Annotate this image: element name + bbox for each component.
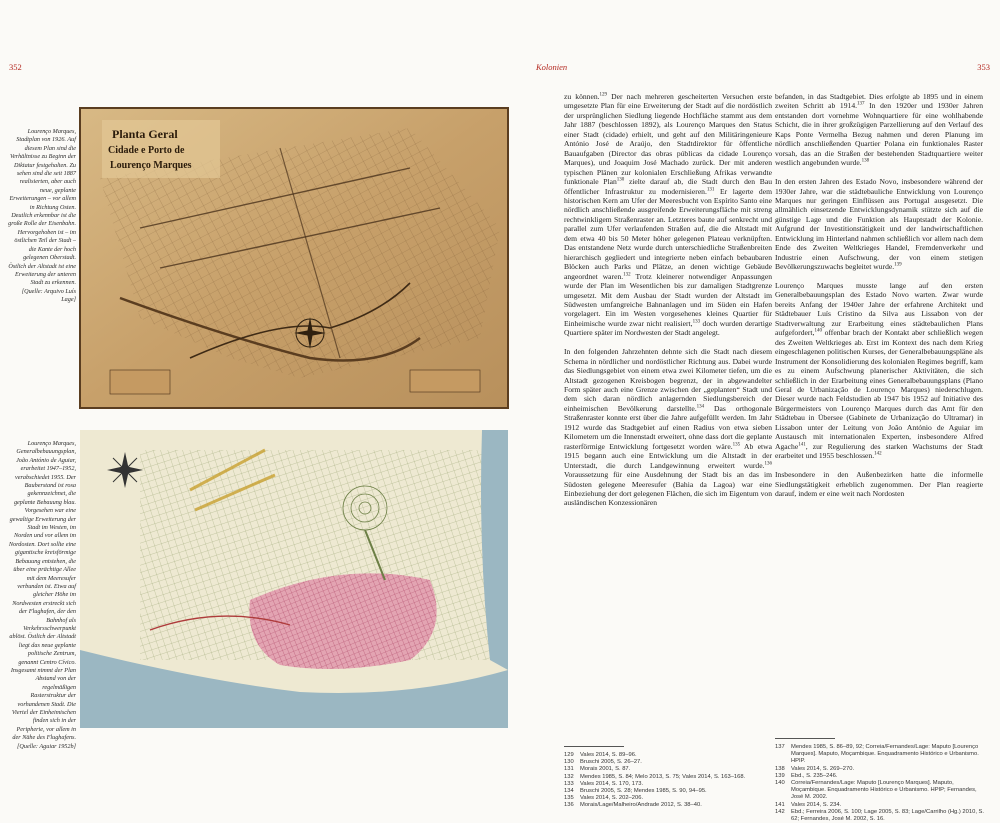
footnote-rule-left: [564, 746, 624, 747]
footnote-number: 138: [775, 765, 785, 772]
footnote-text: Bruschi 2005, S. 28; Mendes 1985, S. 90, 94–95.: [580, 788, 707, 795]
running-head: Kolonien: [536, 62, 568, 72]
footnote-text: Mendes 1985, S. 84; Melo 2013, S. 75; Vales 2014, S. 163–168.: [580, 773, 746, 780]
footnote-text: Morais/Lage/Malheiro/Andrade 2012, S. 38–40.: [580, 802, 702, 809]
footnotes-left: [564, 752, 772, 810]
figure-caption-1: Lourenço Marques, Stadtplan von 1926. Auf diesem Plan sind die Verhältnisse zu Beginn der Diktatur festgehalten. Zu sehen sind die seit 1887 realisierten, aber auch neue, geplante Erweiterungen – vor allem in Richtung Osten. Deutlich erkennbar ist die große Rolle der Eisenbahn. Hervorgehoben ist – im östlichen Teil der Stadt – die Kante der hoch gelegenen Oberstadt. Östlich der Altstadt ist eine Erweiterung der unteren Stadt zu erkennen. [Quelle: Arquivo Luís Lage]: [8, 128, 76, 304]
footnote-text: Vales 2014, S. 269–270.: [791, 765, 855, 772]
footnote: [564, 781, 772, 788]
footnote-text: Ebd.; Ferreira 2006, S. 100; Lage 2005, S. 83; Lage/Carrilho (Hg.) 2010, S. 62; Fernandes, José M. 2002, S. 16.: [791, 808, 985, 823]
general-development-plan-map: [80, 430, 508, 728]
footnote: [775, 780, 985, 802]
footnote: [564, 802, 772, 809]
footnote: [564, 752, 772, 759]
footnote: [564, 759, 772, 766]
paragraph: Insbesondere in den Außenbezirken hatte die informelle Siedlungstätigkeit erheblich zugenommen. Der Plan reagierte darauf, indem er eine weit nach Nordosten: [775, 470, 983, 498]
footnote-number: 129: [564, 752, 574, 758]
footnote: [564, 795, 772, 802]
footnote-text: Ebd., S. 235–246.: [791, 772, 838, 779]
paragraph: zu können.$^{129}$ Der nach mehreren gescheiterten Versuchen erste umgesetzte Plan für eine Erweiterung der Stadt auf die nordöstlich der ursprünglichen Siedlung liegende Hochfläche stammt aus dem Jahr 1887 (beschlossen 1892), als Lourenço Marques den Status einer Stadt (cidade) erhielt, und geht auf den Militäringenieure António José de Araújo, den Stadtdirektor für öffentliche Bauaufgaben (Director das obras públicas da cidade Lourenço Marques), und Joaquim José Machado zurück. Der mit anderen typischen Plänen zur kolonialen Erschließung Afrikas verwandte funktionale Plan$^{130}$ zielte darauf ab, die Stadt durch den Bau öffentlicher Infrastruktur zu modernisieren.$^{131}$ Er lagerte dem historischen Kern am Ufer der Meeresbucht von Espírito Santo eine nördlich anschließende ausgreifende Erweiterungsfläche mit streng rechtwinkligem Straßenraster an. Letzteres baute auf senkrecht und parallel zum Ufer verlaufenden Straßen auf, die die Altstadt mit dem etwa 40 bis 50 Meter höher gelegenen Plateau verknüpften. Das entstandene Netz wurde durch unterschiedliche Straßenbreiten hierarchisch gegliedert und integrierte neben einfach bebaubaren Blöcken auch Parks und Plätze, an denen wichtige Gebäude angeordnet waren.$^{132}$ Trotz kleinerer notwendiger Anpassungen wurde der Plan im Wesentlichen bis zur damaligen Stadtgrenze umgesetzt. Mit dem Ausbau der Stadt wurden der Altstadt im Südwesten umfangreiche Bahnanlagen und im Süden ein Hafen vorgelagert. Ein im Westen vorgesehenes kleines Quartier für Einheimische wurde zwar nicht realisiert,$^{133}$ doch wurden derartige Quartiere später im Nordwesten der Stadt angelegt.: [564, 92, 773, 338]
footnote-number: 136: [564, 802, 574, 809]
body-column-2: [775, 92, 983, 508]
footnote: [775, 744, 985, 766]
footnote-number: 142: [775, 808, 785, 815]
map1-title-1: Planta Geral: [112, 127, 178, 141]
footnote: [775, 773, 985, 780]
paragraph: befanden, in das Stadtgebiet. Dies erfolgte ab 1895 und in einem zweiten Schritt ab 1914.$^{137}$ In den 1920er und 1930er Jahren entstanden dort vornehme Wohnquartiere für eine wohlhabende Schicht, die in ihrer großzügigen Parzellierung auf den Verlauf des Kaps Ponte Vermelha Bezug nahmen und deren Planung im nördlich anschließenden Quartier Polana ein funktionales Raster vorsah, das an die Straßen der bestehenden Stadtquartiere weiter westlich angebunden wurde.$^{138}$: [775, 92, 983, 168]
footnote-number: 132: [564, 773, 574, 780]
footnote: [775, 809, 985, 823]
footnote-number: 134: [564, 788, 574, 795]
footnote-number: 131: [564, 766, 574, 773]
footnote-text: Correia/Fernandes/Lage: Maputo [Lourenço Marques]. Maputo, Moçambique. Enquadramento Histórico e Urbanismo. HPIP; Fernandes, José M. 2002.: [791, 780, 977, 801]
historic-city-map-1926: [80, 108, 508, 408]
footnote-text: Vales 2014, S. 89–96.: [580, 752, 637, 758]
footnote: [564, 766, 772, 773]
footnote-text: Vales 2014, S. 234.: [791, 801, 842, 808]
map1-title-3: Lourenço Marques: [110, 160, 192, 171]
page-number-right: 353: [977, 62, 990, 72]
footnote-text: Vales 2014, S. 202–206.: [580, 795, 644, 802]
footnote: [775, 802, 985, 809]
map1-legend: [110, 370, 170, 394]
footnote-number: 133: [564, 780, 574, 787]
footnote-number: 141: [775, 801, 785, 808]
map1-title-2: Cidade e Porto de: [108, 145, 185, 156]
footnote-rule-right: [775, 738, 835, 739]
footnote-number: 140: [775, 780, 785, 787]
map1-scale-box: [410, 370, 480, 392]
page-number-left: 352: [9, 62, 22, 72]
paragraph: In den folgenden Jahrzehnten dehnte sich die Stadt nach diesem Schema in nördlicher und nordöstlicher Richtung aus. Dabei wurde das Siedlungsgebiet von einem etwa zwei Kilometer tiefen, um die Altstadt gezogenen Kreisbogen begrenzt, der in abgewandelter Form später auch eine Grenze zwischen der „geplanten“ Stadt und dem sich daran nördlich anlagernden Siedlungsbereich der einheimischen Bevölkerung darstellte.$^{134}$ Das orthogonale Straßenraster konnte erst über die Jahre aufgefüllt werden. Im Jahr 1912 wurde das Stadtgebiet auf einen Radius von etwa sieben Kilometern um die Innenstadt erweitert, ohne dass dort die geplante rasterförmige Entwicklung fortgesetzt worden wäre.$^{135}$ Ab etwa 1915 begann auch eine Entwicklung um die Altstadt in der Unterstadt, die durch Landgewinnung erweitert wurde.$^{136}$ Voraussetzung für eine Ausdehnung der Stadt bis an das im Südosten gelegene Meeresufer (Bahia da Lagoa) war eine Einbeziehung der dort gelegenen Flächen, die sich im Eigentum von ausländischen Konzessionären: [564, 347, 772, 508]
footnote: [775, 766, 985, 773]
footnote-text: Mendes 1985, S. 86–89, 92; Correia/Fernandes/Lage: Maputo [Lourenço Marques]. Maputo, Moçambique. Enquadramento Histórico e Urbanismo. HPIP.: [791, 744, 979, 765]
footnote-number: 139: [775, 772, 785, 779]
footnote: [564, 774, 772, 781]
footnote-text: Morais 2001, S. 87.: [580, 766, 631, 773]
footnotes-right: [775, 744, 985, 823]
footnote-text: Vales 2014, S. 170, 173.: [580, 780, 644, 787]
paragraph: In den ersten Jahren des Estado Novo, insbesondere während der 1930er Jahre, war die städtebauliche Entwicklung von Lourenço Marques nur geringen Einflüssen aus Portugal ausgesetzt. Die allmählich einsetzende Entwicklungsdynamik stützte sich auf die günstige Lage und die Funktion als Hauptstadt der Kolonie. Aufgrund der Investitionstätigkeit und der landwirtschaftlichen Entwicklung im Hinterland nahmen schließlich vor allem nach dem Ende des Zweiten Weltkrieges Handel, Fremdenverkehr und Industrie einen Aufschwung, der von einem stetigen Bevölkerungszuwachs begleitet wurde.$^{139}$: [775, 177, 983, 272]
paragraph: Lourenço Marques musste lange auf den ersten Generalbebauungsplan des Estado Novo warten. Zwar wurde bereits Anfang der 1940er Jahre der erfahrene Architekt und Städtebauer Luís Cristino da Silva aus Lissabon von der Stadtverwaltung zur Erarbeitung eines städtebaulichen Plans aufgefordert,$^{140}$ offenbar brach der Kontakt aber schließlich wegen des Zweiten Weltkrieges ab. Erst im Kontext des nach dem Krieg eingeschlagenen politischen Kurses, der Generalbebauungspläne als Instrument der Konsolidierung des kolonialen Regimes begriff, kam es zu einem Aufschwung planerischer Aktivitäten, die sich schließlich in der Erarbeitung eines Generalbebauungsplans (Plano Geral de Urbanização de Lourenço Marques) niederschlugen. Dieser wurde nach Feldstudien ab 1947 bis 1952 auf Initiative des Bürgermeisters von Lourenço Marques durch das Amt für den Städtebau in Übersee (Gabinete de Urbanização do Ultramar) in Lissabon unter der Leitung von João António de Aguiar im Austausch mit internationalen Experten, insbesondere Alfred Agache$^{141}$, zur Regulierung des starken Wachstums der Stadt erarbeitet und 1955 beschlossen.$^{142}$: [775, 281, 983, 461]
figure-caption-2: Lourenço Marques, Generalbebauungsplan, João António de Aguiar, erarbeitet 1947–1952, verabschiedet 1955. Der Bauberstand ist rosa gekennzeichnet, die geplante Bebauung blau. Vorgesehen war eine gewaltige Erweiterung der Stadt im Westen, im Norden und vor allem im Nordosten. Dort sollte eine gigantische kreisförmige Bebauung entstehen, die über eine prächtige Allee mit dem Meeresufer verbunden ist. Etwa auf gleicher Höhe im Nordwesten erstreckt sich der Flughafen, der den Bahnhof als Verkehrsschwerpunkt ablöst. Östlich der Altstadt liegt das neue geplante politische Zentrum, genannt Centro Cívico. Insgesamt nimmt der Plan Abstand von der regelmäßigen Rasterstruktur der vorhandenen Stadt. Die Viertel der Einheimischen finden sich in der Peripherie, vor allem in der Nähe des Flughafens. [Quelle: Aguiar 1952b]: [8, 440, 76, 750]
footnote-number: 135: [564, 795, 574, 802]
body-column-1: [564, 92, 772, 517]
footnote-number: 130: [564, 759, 574, 766]
footnote: [564, 788, 772, 795]
footnote-text: Bruschi 2005, S. 26–27.: [580, 759, 642, 766]
footnote-number: 137: [775, 744, 785, 750]
